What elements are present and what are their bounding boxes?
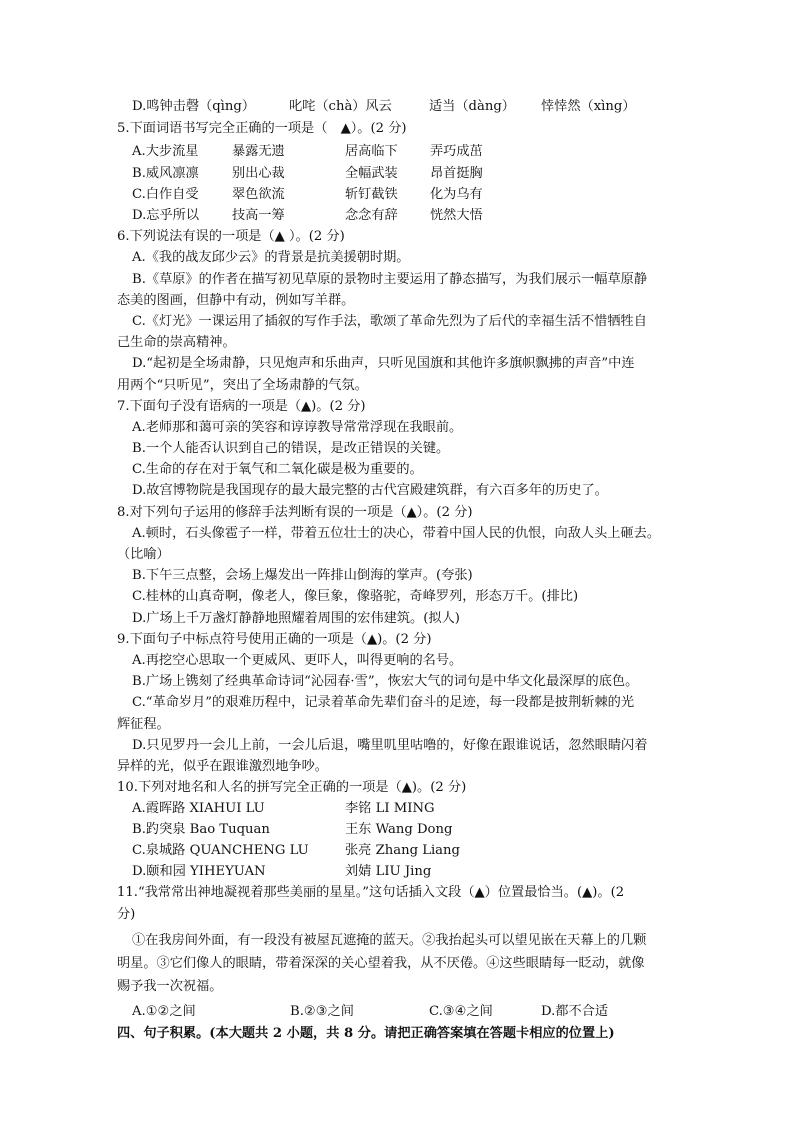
- q5-c-2: 翠色欲流: [232, 187, 285, 202]
- q5-a-1: A.大步流星: [132, 144, 199, 159]
- q5-stem: 5.下面词语书写完全正确的一项是（ ▲）。(2 分): [117, 121, 407, 136]
- q5-d-2: 技高一筹: [232, 208, 285, 223]
- q8-option-b: B.下午三点整，会场上爆发出一阵排山倒海的掌声。(夸张): [132, 568, 473, 583]
- q5-a-3: 居高临下: [345, 144, 398, 159]
- q10-d-place: D.颐和园 YIHEYUAN: [132, 864, 266, 879]
- q5-a-4: 弄巧成茁: [430, 144, 483, 159]
- q8-option-a: A.顿时，石头像雹子一样，带着五位壮士的决心，带着中国人民的仇恨，向敌人头上砸去。: [132, 526, 661, 541]
- q6-option-c: C.《灯光》一课运用了插叙的写作手法，歌颂了革命先烈为了后代的幸福生活不惜牺牲自: [132, 314, 647, 329]
- q5-c-1: C.白作自受: [132, 187, 199, 202]
- q7-option-c: C.生命的存在对于氧气和二氧化碳是极为重要的。: [132, 462, 423, 477]
- q5-b-4: 昂首挺胸: [430, 166, 483, 181]
- q9-option-b: B.广场上镌刻了经典革命诗词“沁园春·雪”，恢宏大气的词句是中华文化最深厚的底色。: [132, 674, 639, 689]
- section-4-heading: 四、句子积累。(本大题共 2 小题，共 8 分。请把正确答案填在答题卡相应的位置上): [117, 1026, 615, 1041]
- q10-a-person: 李铭 LI MING: [345, 801, 435, 816]
- q7-option-b: B.一个人能否认识到自己的错误，是改正错误的关键。: [132, 441, 450, 456]
- q11-passage-2: 明星。③它们像人的眼睛，带着深深的关心望着我，从不厌倦。④这些眼睛每一眨动，就像: [117, 956, 645, 971]
- q11-option-c: C.③④之间: [429, 1004, 493, 1019]
- q9-option-a: A.再挖空心思取一个更威风、更吓人，叫得更响的名号。: [132, 653, 463, 668]
- q10-b-place: B.趵突泉 Bao Tuquan: [132, 822, 270, 837]
- q4-option-d-item2: 叱咤（chà）风云: [289, 99, 392, 114]
- q11-option-b: B.②③之间: [290, 1004, 354, 1019]
- q10-stem: 10.下列对地名和人名的拼写完全正确的一项是（▲)。(2 分): [117, 780, 467, 795]
- q6-option-b: B.《草原》的作者在描写初见草原的景物时主要运用了静态描写，为我们展示一幅草原静: [132, 272, 648, 287]
- q5-d-4: 恍然大悟: [430, 208, 483, 223]
- q9-stem: 9.下面句子中标点符号使用正确的一项是（▲)。(2 分): [117, 632, 432, 647]
- q7-option-d: D.故宫博物院是我国现存的最大最完整的古代宫殿建筑群，有六百多年的历史了。: [132, 483, 608, 498]
- q11-stem-cont: 分): [117, 907, 136, 922]
- q6-option-a: A.《我的战友邱少云》的背景是抗美援朝时期。: [132, 250, 410, 265]
- q8-option-a-cont: （比喻）: [117, 547, 170, 562]
- q11-passage-3: 赐予我一次祝福。: [117, 979, 223, 994]
- q7-option-a: A.老师那和蔼可亲的笑容和谆谆教导常常浮现在我眼前。: [132, 420, 463, 435]
- q10-d-person: 刘婧 LIU Jing: [345, 864, 432, 879]
- q5-d-3: 念念有辞: [345, 208, 398, 223]
- q4-option-d-item4: 悻悻然（xìng）: [541, 99, 636, 114]
- q5-c-3: 斩钉截铁: [345, 187, 398, 202]
- q8-option-c: C.桂林的山真奇啊，像老人，像巨象，像骆驼，奇峰罗列，形态万千。(排比): [132, 589, 579, 604]
- q5-b-3: 全幅武装: [345, 166, 398, 181]
- q4-option-d-item3: 适当（dàng）: [429, 99, 515, 114]
- q6-stem: 6.下列说法有误的一项是（▲ ）。(2 分): [117, 229, 345, 244]
- q8-stem: 8.对下列句子运用的修辞手法判断有误的一项是（▲）。(2 分): [117, 505, 473, 520]
- q6-option-b-cont: 态美的图画，但静中有动，例如写羊群。: [117, 293, 355, 308]
- q11-option-d: D.都不合适: [541, 1004, 609, 1019]
- q5-b-2: 别出心裁: [232, 166, 285, 181]
- q5-d-1: D.忘乎所以: [132, 208, 200, 223]
- q10-a-place: A.霞晖路 XIAHUI LU: [132, 801, 265, 816]
- q9-option-c-cont: 辉征程。: [117, 717, 170, 732]
- q11-passage-1: ①在我房间外面，有一段没有被屋瓦遮掩的蓝天。②我抬起头可以望见嵌在天幕上的几颗: [132, 933, 647, 948]
- q4-option-d-item1: D.鸣钟击磬（qìng）: [132, 99, 256, 114]
- q5-c-4: 化为乌有: [430, 187, 483, 202]
- q10-c-place: C.泉城路 QUANCHENG LU: [132, 843, 309, 858]
- q9-option-d: D.只见罗丹一会儿上前，一会儿后退，嘴里叽里咕噜的，好像在跟谁说话，忽然眼睛闪着: [132, 738, 648, 753]
- q11-option-a: A.①②之间: [132, 1004, 196, 1019]
- q5-b-1: B.威风凛凛: [132, 166, 199, 181]
- q6-option-c-cont: 己生命的崇高精神。: [117, 335, 236, 350]
- q5-a-2: 暴露无遗: [232, 144, 285, 159]
- q9-option-d-cont: 异样的光，似乎在跟谁激烈地争吵。: [117, 759, 328, 774]
- q11-stem: 11.“我常常出神地凝视着那些美丽的星星。”这句话插入文段（▲）位置最恰当。(▲)。(2: [117, 885, 625, 900]
- q8-option-d: D.广场上千万盏灯静静地照耀着周围的宏伟建筑。(拟人): [132, 611, 460, 626]
- q10-b-person: 王东 Wang Dong: [345, 822, 453, 837]
- q10-c-person: 张亮 Zhang Liang: [345, 843, 460, 858]
- q6-option-d: D.“起初是全场肃静，只见炮声和乐曲声，只听见国旗和其他许多旗帜飘拂的声音”中连: [132, 356, 635, 371]
- q6-option-d-cont: 用两个“只听见”，突出了全场肃静的气氛。: [117, 378, 368, 393]
- q9-option-c: C.“革命岁月”的艰难历程中，记录着革命先辈们奋斗的足迹，每一段都是披荆斩棘的光: [132, 695, 635, 710]
- q7-stem: 7.下面句子没有语病的一项是（▲)。(2 分): [117, 399, 366, 414]
